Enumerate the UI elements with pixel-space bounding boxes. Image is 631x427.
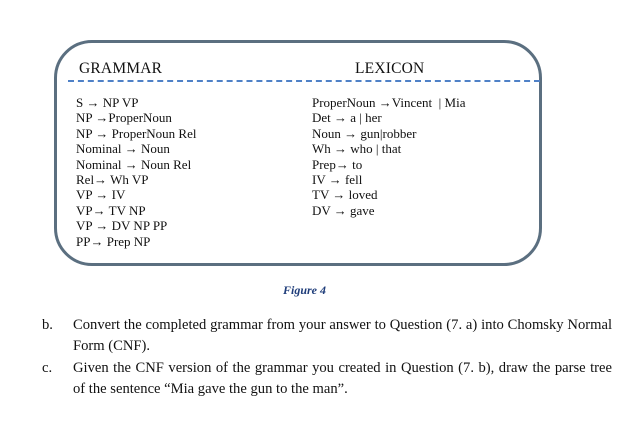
grammar-heading: GRAMMAR [79, 60, 163, 77]
question-c [42, 358, 612, 400]
lexicon-heading: LEXICON [355, 60, 425, 77]
question-text: Convert the completed grammar from your answer to Question (7. a) into Chomsky Normal Form (CNF). [73, 317, 612, 354]
grammar-rule: VP → IV [76, 187, 126, 203]
lexicon-rule: IV → fell [312, 172, 363, 188]
grammar-rule: NP → ProperNoun Rel [76, 125, 197, 141]
grammar-rule: Nominal → Noun [76, 141, 170, 157]
header-divider [68, 80, 540, 82]
question-label: b. [42, 317, 53, 333]
lexicon-rule: Noun → gun|robber [312, 125, 417, 141]
lexicon-rule: Wh → who | that [312, 141, 402, 157]
lexicon-rule: DV → gave [312, 202, 375, 218]
grammar-rules [76, 95, 197, 249]
lexicon-rule: Prep→ to [312, 156, 363, 172]
grammar-rule: VP→ TV NP [76, 202, 146, 218]
lexicon-rule: TV → loved [312, 187, 378, 203]
question-b [42, 315, 612, 357]
lexicon-rules [312, 95, 465, 218]
grammar-rule: Rel→ Wh VP [76, 172, 149, 188]
grammar-rule: NP →ProperNoun [76, 110, 172, 126]
grammar-rule: S → NP VP [76, 95, 139, 110]
grammar-rule: VP → DV NP PP [76, 218, 168, 234]
lexicon-rule: ProperNoun →Vincent | Mia [312, 95, 466, 110]
lexicon-rule: Det → a | her [312, 110, 382, 126]
question-label: c. [42, 360, 53, 376]
question-text: Given the CNF version of the grammar you created in Question (7. b), draw the parse tree of the sentence “Mia gave the gun to the man”. [73, 360, 612, 397]
grammar-rule: PP→ Prep NP [76, 233, 151, 249]
grammar-rule: Nominal → Noun Rel [76, 156, 192, 172]
figure-caption: Figure 4 [283, 283, 327, 297]
